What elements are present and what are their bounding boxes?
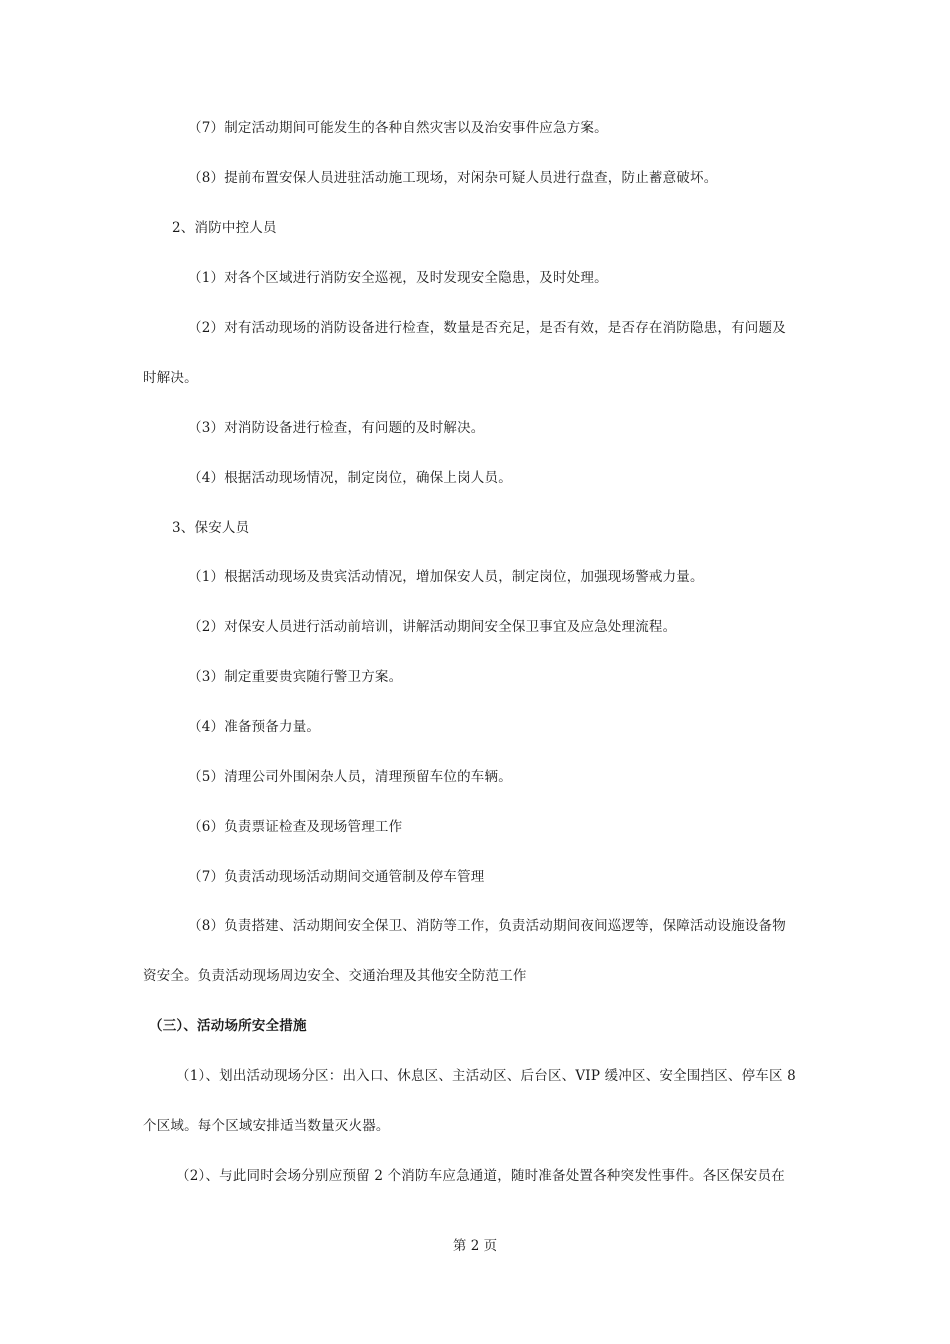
paragraph-line: 资安全。负责活动现场周边安全、交通治理及其他安全防范工作 bbox=[143, 968, 527, 984]
section-heading: 3、保安人员 bbox=[172, 520, 250, 536]
paragraph-line: （8）提前布置安保人员进驻活动施工现场，对闲杂可疑人员进行盘查，防止蓄意破坏。 bbox=[188, 170, 718, 186]
paragraph-line: （3）对消防设备进行检查，有问题的及时解决。 bbox=[188, 420, 485, 436]
paragraph-line: （4）根据活动现场情况，制定岗位，确保上岗人员。 bbox=[188, 470, 512, 486]
paragraph-line: （2）对有活动现场的消防设备进行检查，数量是否充足，是否有效，是否存在消防隐患，有问题及 bbox=[188, 320, 786, 336]
paragraph-line: （2）对保安人员进行活动前培训，讲解活动期间安全保卫事宜及应急处理流程。 bbox=[188, 619, 677, 635]
paragraph-line: （4）准备预备力量。 bbox=[188, 719, 321, 735]
paragraph-line: 个区域。每个区域安排适当数量灭火器。 bbox=[143, 1118, 390, 1134]
paragraph-line: （7）制定活动期间可能发生的各种自然灾害以及治安事件应急方案。 bbox=[188, 120, 608, 136]
paragraph-line: 时解决。 bbox=[143, 370, 198, 386]
paragraph-line: （1）根据活动现场及贵宾活动情况，增加保安人员，制定岗位，加强现场警戒力量。 bbox=[188, 569, 704, 585]
paragraph-line: （2）、与此同时会场分别应预留 2 个消防车应急通道，随时准备处置各种突发性事件。各区保安员在 bbox=[176, 1168, 785, 1184]
paragraph-line: （1）对各个区域进行消防安全巡视，及时发现安全隐患，及时处理。 bbox=[188, 270, 608, 286]
paragraph-line: （7）负责活动现场活动期间交通管制及停车管理 bbox=[188, 869, 485, 885]
paragraph-line: （5）清理公司外围闲杂人员，清理预留车位的车辆。 bbox=[188, 769, 512, 785]
paragraph-line: （8）负责搭建、活动期间安全保卫、消防等工作，负责活动期间夜间巡逻等，保障活动设施设备物 bbox=[188, 918, 786, 934]
subsection-heading: （三）、活动场所安全措施 bbox=[149, 1018, 307, 1034]
paragraph-line: （3）制定重要贵宾随行警卫方案。 bbox=[188, 669, 403, 685]
page-number: 第 2 页 bbox=[452, 1238, 498, 1254]
paragraph-line: （6）负责票证检查及现场管理工作 bbox=[188, 819, 403, 835]
section-heading: 2、消防中控人员 bbox=[172, 220, 277, 236]
paragraph-line: （1）、划出活动现场分区：出入口、休息区、主活动区、后台区、VIP 缓冲区、安全围挡区、停车区 8 bbox=[176, 1068, 796, 1084]
